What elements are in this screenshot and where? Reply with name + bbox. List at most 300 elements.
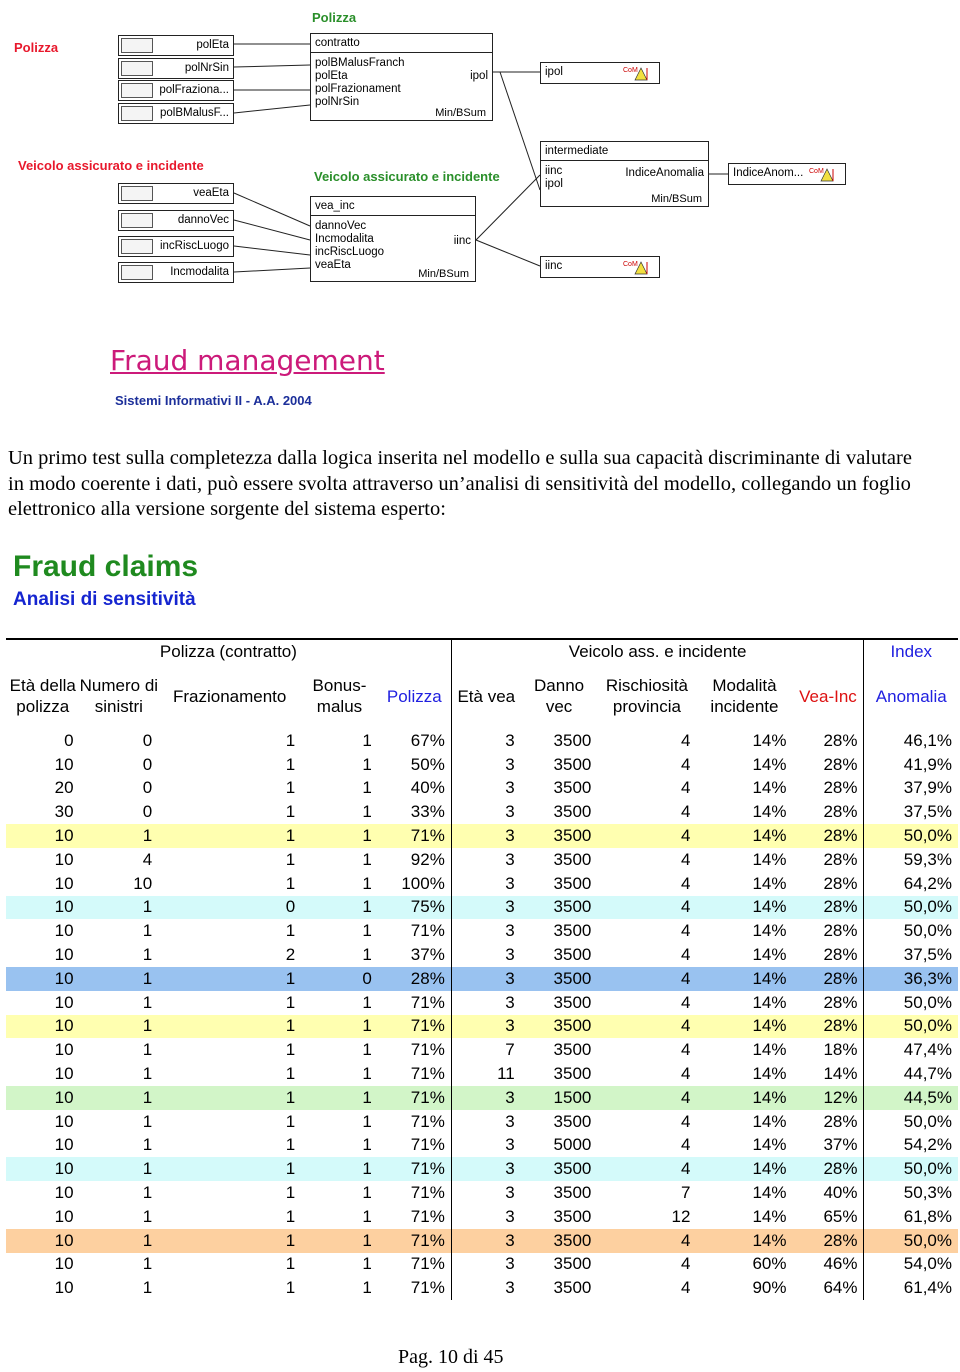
table-cell: 4 (680, 1064, 691, 1084)
table-cell: 4 (680, 1159, 691, 1179)
table-cell: 14% (752, 730, 787, 750)
table-cell: 11 (451, 1062, 520, 1086)
table-cell: 50,0% (864, 1157, 958, 1181)
table-row (6, 1181, 958, 1205)
table-cell: 10 (54, 968, 74, 988)
var-box-poleta[interactable] (118, 35, 234, 56)
table-cell: 1 (142, 1016, 153, 1036)
table-cell: 92% (410, 849, 445, 869)
table-cell: 71% (410, 921, 445, 941)
table-cell: 10 (54, 1183, 74, 1203)
table-cell: 1 (285, 778, 296, 798)
table-cell: 1 (142, 1111, 153, 1131)
table-cell: 50,0% (864, 1229, 958, 1253)
table-row (6, 1015, 958, 1039)
table-cell: 14% (752, 992, 787, 1012)
table-cell: 4 (680, 730, 691, 750)
table-cell: 1 (285, 1135, 296, 1155)
table-row (6, 1110, 958, 1134)
table-cell: 28% (823, 873, 858, 893)
group-polizza: Polizza (contratto) (6, 639, 451, 663)
table-cell: 14% (752, 921, 787, 941)
table-cell: 14% (752, 1064, 787, 1084)
table-cell: 28% (823, 754, 858, 774)
table-cell: 75% (410, 897, 445, 917)
table-cell: 28% (823, 1230, 858, 1250)
node-header: vea_inc (311, 197, 475, 216)
var-label: polBMalusF... (159, 107, 229, 119)
table-cell: 1 (142, 921, 153, 941)
table-cell: 1 (142, 1278, 153, 1298)
table-cell: 1 (285, 873, 296, 893)
table-cell: 14% (752, 1040, 787, 1060)
node-input: polEta (315, 70, 348, 82)
table-row (6, 1205, 958, 1229)
table-cell: 28% (823, 897, 858, 917)
table-row (6, 824, 958, 848)
table-cell: 1 (142, 1159, 153, 1179)
col-vea-inc: Vea-Inc (799, 686, 857, 706)
table-cell: 1 (362, 1254, 372, 1274)
table-cell: 10 (54, 897, 74, 917)
table-cell: 1 (285, 802, 296, 822)
table-row (6, 753, 958, 777)
table-cell: 0 (142, 730, 153, 750)
table-cell: 3500 (553, 945, 592, 965)
table-cell: 1 (362, 826, 372, 846)
table-cell: 1 (362, 1183, 372, 1203)
col-rischiosita: Rischiosità provincia (605, 676, 689, 716)
table-cell: 1 (362, 897, 372, 917)
table-cell: 71% (410, 1254, 445, 1274)
table-cell: 71% (410, 1087, 445, 1107)
table-cell: 28% (823, 849, 858, 869)
table-cell: 3500 (553, 992, 592, 1012)
table-cell: 37,5% (864, 800, 958, 824)
table-cell: 71% (410, 1016, 445, 1036)
table-cell: 50,0% (864, 896, 958, 920)
table-cell: 1 (362, 802, 372, 822)
table-cell: 28% (823, 945, 858, 965)
table-cell: 14% (752, 826, 787, 846)
table-cell: 18% (823, 1040, 858, 1060)
table-cell: 4 (680, 802, 691, 822)
intro-paragraph: Un primo test sulla completezza dalla logica inserita nel modello e sulla sua capacità discriminante di valutare in modo coerente i dati, può essere svolta attraverso un’analisi di sensitività del modello, collegando un foglio elettronico alla versione sorgente del sistema esperto: (8, 447, 912, 520)
table-cell: 1 (285, 1111, 296, 1131)
table-cell: 3500 (553, 1159, 592, 1179)
node-input: polBMalusFranch (315, 57, 405, 69)
var-label: dannoVec (177, 214, 229, 226)
table-cell: 28% (823, 1111, 858, 1131)
node-footer: Min/BSum (435, 107, 486, 119)
var-box-dannovec[interactable] (118, 210, 234, 231)
col-numero-sinistri: Numero di sinistri (79, 676, 159, 716)
variable-icon (121, 213, 153, 228)
node-header: contratto (311, 34, 492, 53)
table-cell: 1 (142, 826, 153, 846)
table-cell: 1 (362, 849, 372, 869)
table-cell: 14% (752, 1159, 787, 1179)
table-cell: 3 (451, 1157, 520, 1181)
table-cell: 1 (285, 754, 296, 774)
table-cell: 10 (54, 754, 74, 774)
table-cell: 40% (823, 1183, 858, 1203)
table-cell: 10 (54, 849, 74, 869)
table-cell: 3 (451, 1276, 520, 1300)
table-cell: 1 (285, 1087, 296, 1107)
table-cell: 3 (451, 777, 520, 801)
node-input: polFrazionament (315, 83, 401, 95)
table-cell: 3 (451, 991, 520, 1015)
table-cell: 14% (752, 849, 787, 869)
table-cell: 3 (451, 943, 520, 967)
table-cell: 3500 (553, 754, 592, 774)
table-cell: 71% (410, 1230, 445, 1250)
var-box-polfraziona[interactable] (118, 80, 234, 101)
table-cell: 64,2% (864, 872, 958, 896)
table-cell: 1 (285, 849, 296, 869)
table-cell: 1 (285, 968, 296, 988)
node-footer: Min/BSum (651, 193, 702, 205)
table-cell: 44,7% (864, 1062, 958, 1086)
table-cell: 1 (285, 921, 296, 941)
veicolo-rule-node[interactable] (310, 196, 476, 282)
group-index: Index (864, 639, 958, 663)
table-cell: 14% (823, 1064, 858, 1084)
table-cell: 1 (285, 730, 296, 750)
table-cell: 40% (410, 778, 445, 798)
table-cell: 1 (142, 1087, 153, 1107)
polizza-rule-node[interactable] (310, 33, 493, 121)
table-cell: 10 (54, 992, 74, 1012)
table-cell: 1 (362, 754, 372, 774)
table-cell: 1 (285, 826, 296, 846)
table-cell: 12% (823, 1087, 858, 1107)
table-cell: 3500 (553, 1278, 592, 1298)
table-row (6, 967, 958, 991)
table-cell: 71% (410, 1111, 445, 1131)
variable-icon (121, 61, 153, 76)
table-cell: 3 (451, 1181, 520, 1205)
col-polizza: Polizza (386, 686, 442, 706)
table-cell: 10 (54, 1064, 74, 1084)
table-cell: 1 (142, 945, 153, 965)
table-cell: 64% (823, 1278, 858, 1298)
table-cell: 14% (752, 873, 787, 893)
table-cell: 3500 (553, 1206, 592, 1226)
table-row (6, 896, 958, 920)
table-cell: 28% (823, 802, 858, 822)
polizza-node-title: Polizza (312, 10, 357, 25)
veicolo-group-title: Veicolo assicurato e incidente (18, 158, 204, 173)
table-cell: 4 (680, 1230, 691, 1250)
table-cell: 1 (362, 1087, 372, 1107)
col-modalita: Modalità incidente (710, 676, 779, 716)
node-output: ipol (470, 70, 488, 82)
table-cell: 71% (410, 1064, 445, 1084)
node-input: ipol (545, 178, 563, 190)
table-cell: 33% (410, 802, 445, 822)
table-cell: 50,0% (864, 1110, 958, 1134)
table-cell: 20 (54, 778, 74, 798)
table-cell: 10 (54, 1111, 74, 1131)
table-cell: 46% (823, 1254, 858, 1274)
table-cell: 10 (54, 1087, 74, 1107)
group-veicolo: Veicolo ass. e incidente (451, 639, 864, 663)
table-cell: 1 (142, 1135, 153, 1155)
table-cell: 5000 (553, 1135, 592, 1155)
table-cell: 4 (680, 1040, 691, 1060)
table-cell: 28% (823, 1016, 858, 1036)
table-cell: 3500 (553, 1111, 592, 1131)
column-header-row (6, 663, 958, 729)
table-row (6, 1062, 958, 1086)
indice-anomalia-box[interactable] (728, 163, 846, 185)
table-cell: 4 (680, 945, 691, 965)
table-cell: 1 (142, 1230, 153, 1250)
table-cell: 3 (451, 1015, 520, 1039)
var-label: polFraziona... (159, 84, 229, 96)
table-cell: 71% (410, 1159, 445, 1179)
section-title: Fraud claims (13, 550, 199, 583)
table-cell: 71% (410, 1206, 445, 1226)
com-defuzz-icon (621, 65, 655, 81)
table-cell: 3 (451, 1229, 520, 1253)
table-cell: 1 (142, 968, 153, 988)
table-cell: 3500 (553, 968, 592, 988)
svg-text:CoM: CoM (623, 67, 638, 74)
table-cell: 10 (54, 1040, 74, 1060)
var-box-veaeta[interactable] (118, 183, 234, 204)
table-row (6, 1253, 958, 1277)
table-cell: 1500 (553, 1087, 592, 1107)
table-row (6, 1157, 958, 1181)
node-input: Incmodalita (315, 233, 374, 245)
table-cell: 4 (680, 921, 691, 941)
node-input: incRiscLuogo (315, 246, 385, 258)
table-cell: 10 (54, 1135, 74, 1155)
table-cell: 1 (362, 1064, 372, 1084)
table-cell: 0 (142, 778, 153, 798)
node-input: veaEta (315, 259, 351, 271)
table-row (6, 777, 958, 801)
table-cell: 4 (680, 873, 691, 893)
table-cell: 3 (451, 729, 520, 753)
table-row (6, 800, 958, 824)
table-cell: 0 (362, 968, 372, 988)
table-cell: 14% (752, 968, 787, 988)
table-row (6, 848, 958, 872)
table-cell: 28% (823, 921, 858, 941)
section-subtitle: Analisi di sensitività (13, 589, 196, 610)
variable-icon (121, 186, 153, 201)
table-cell: 28% (823, 826, 858, 846)
group-header-row (6, 639, 958, 663)
svg-text:CoM: CoM (809, 168, 824, 175)
table-cell: 3500 (553, 921, 592, 941)
table-cell: 1 (285, 1206, 296, 1226)
node-input: dannoVec (315, 220, 367, 232)
table-cell: 47,4% (864, 1038, 958, 1062)
node-footer: Min/BSum (418, 268, 469, 280)
iinc-output-box[interactable] (540, 256, 660, 278)
table-cell: 3500 (553, 1016, 592, 1036)
table-cell: 3 (451, 1086, 520, 1110)
table-cell: 50,0% (864, 1015, 958, 1039)
table-cell: 71% (410, 1183, 445, 1203)
table-cell: 1 (362, 921, 372, 941)
table-cell: 14% (752, 945, 787, 965)
table-cell: 3500 (553, 778, 592, 798)
box-label: ipol (545, 66, 563, 78)
table-cell: 10 (54, 1278, 74, 1298)
table-row (6, 991, 958, 1015)
table-cell: 1 (285, 1278, 296, 1298)
table-cell: 4 (680, 754, 691, 774)
table-cell: 3 (451, 753, 520, 777)
table-cell: 1 (142, 897, 153, 917)
table-cell: 37,9% (864, 777, 958, 801)
table-cell: 3500 (553, 1183, 592, 1203)
var-box-incriscluogo[interactable] (118, 236, 234, 257)
table-cell: 4 (680, 897, 691, 917)
table-cell: 3500 (553, 826, 592, 846)
com-defuzz-icon (807, 166, 841, 182)
col-danno-vec: Danno vec (534, 676, 585, 716)
table-cell: 4 (142, 849, 153, 869)
table-cell: 4 (680, 1016, 691, 1036)
table-cell: 3 (451, 824, 520, 848)
table-cell: 3500 (553, 1230, 592, 1250)
table-cell: 1 (362, 1135, 372, 1155)
table-cell: 1 (285, 1183, 296, 1203)
table-cell: 10 (133, 873, 153, 893)
var-box-incmodalita[interactable] (118, 262, 234, 283)
table-cell: 1 (362, 1206, 372, 1226)
col-frazionamento: Frazionamento (172, 686, 287, 706)
table-cell: 14% (752, 1016, 787, 1036)
table-cell: 59,3% (864, 848, 958, 872)
table-cell: 1 (362, 778, 372, 798)
table-cell: 1 (142, 1183, 153, 1203)
table-cell: 4 (680, 992, 691, 1012)
table-cell: 10 (54, 1206, 74, 1226)
table-cell: 0 (64, 730, 74, 750)
variable-icon (121, 265, 153, 280)
variable-icon (121, 239, 153, 254)
table-cell: 50,0% (864, 919, 958, 943)
table-cell: 3500 (553, 873, 592, 893)
table-cell: 71% (410, 826, 445, 846)
table-cell: 4 (680, 1254, 691, 1274)
table-cell: 14% (752, 1183, 787, 1203)
node-output: iinc (453, 235, 471, 247)
table-cell: 61,8% (864, 1205, 958, 1229)
table-cell: 3500 (553, 897, 592, 917)
table-cell: 1 (362, 873, 372, 893)
table-cell: 0 (142, 802, 153, 822)
table-cell: 71% (410, 1040, 445, 1060)
intermediate-rule-node[interactable] (540, 141, 709, 207)
table-cell: 1 (285, 992, 296, 1012)
table-cell: 12 (671, 1206, 691, 1226)
table-cell: 3500 (553, 802, 592, 822)
ipol-output-box[interactable] (540, 62, 660, 84)
table-cell: 71% (410, 1278, 445, 1298)
table-cell: 2 (285, 945, 296, 965)
var-label: polEta (196, 39, 229, 51)
var-label: polNrSin (184, 62, 229, 74)
table-cell: 10 (54, 1016, 74, 1036)
table-row (6, 1038, 958, 1062)
table-cell: 14% (752, 1230, 787, 1250)
table-cell: 1 (362, 1230, 372, 1250)
table-cell: 7 (451, 1038, 520, 1062)
table-cell: 1 (285, 1064, 296, 1084)
table-cell: 3500 (553, 849, 592, 869)
table-cell: 3 (451, 967, 520, 991)
table-cell: 36,3% (864, 967, 958, 991)
table-cell: 65% (823, 1206, 858, 1226)
table-cell: 4 (680, 1111, 691, 1131)
box-label: iinc (545, 260, 563, 272)
table-cell: 10 (54, 826, 74, 846)
table-cell: 14% (752, 1135, 787, 1155)
table-cell: 14% (752, 1111, 787, 1131)
var-box-polnrsin[interactable] (118, 58, 234, 79)
table-cell: 28% (823, 778, 858, 798)
table-cell: 4 (680, 1278, 691, 1298)
table-cell: 1 (142, 1206, 153, 1226)
table-cell: 1 (285, 1230, 296, 1250)
table-cell: 3500 (553, 1254, 592, 1274)
col-eta-vea: Età vea (451, 663, 520, 729)
table-cell: 4 (680, 778, 691, 798)
table-cell: 1 (362, 992, 372, 1012)
table-cell: 1 (142, 992, 153, 1012)
table-cell: 14% (752, 802, 787, 822)
table-cell: 4 (680, 1135, 691, 1155)
table-cell: 14% (752, 897, 787, 917)
table-cell: 50,0% (864, 824, 958, 848)
table-cell: 1 (362, 1278, 372, 1298)
table-icon (121, 106, 153, 121)
table-cell: 44,5% (864, 1086, 958, 1110)
var-box-polbmalus[interactable] (118, 103, 234, 124)
table-cell: 71% (410, 992, 445, 1012)
table-cell: 14% (752, 1087, 787, 1107)
table-cell: 28% (410, 968, 445, 988)
table-cell: 67% (410, 730, 445, 750)
table-cell: 90% (752, 1278, 787, 1298)
svg-text:CoM: CoM (623, 261, 638, 268)
table-cell: 3 (451, 800, 520, 824)
table-cell: 50,0% (864, 991, 958, 1015)
table-cell: 3 (451, 919, 520, 943)
table-cell: 3 (451, 1253, 520, 1277)
polizza-group-title: Polizza (14, 40, 59, 55)
table-cell: 4 (680, 1087, 691, 1107)
table-cell: 1 (142, 1040, 153, 1060)
com-defuzz-icon (621, 259, 655, 275)
table-cell: 0 (285, 897, 296, 917)
table-cell: 1 (362, 1159, 372, 1179)
table-cell: 0 (142, 754, 153, 774)
table-cell: 41,9% (864, 753, 958, 777)
table-cell: 46,1% (864, 729, 958, 753)
table-cell: 1 (142, 1064, 153, 1084)
var-label: incRiscLuogo (159, 240, 229, 252)
